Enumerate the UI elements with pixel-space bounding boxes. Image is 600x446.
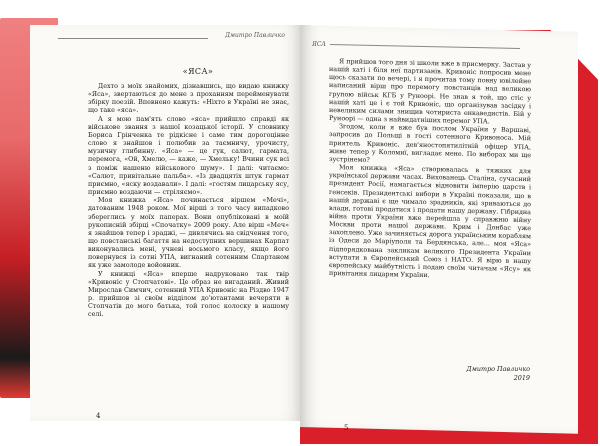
chapter-title: «ЯСА» <box>182 67 214 76</box>
page-number-left: 4 <box>96 412 101 420</box>
paragraph: У книжці «Яса» вперше надруковано так твір «Кривоніс у Стопчатові». Це образ не вигаданий. Живий Мирослав Симчич, сотенний УПА Кривоніс на Різдво 1947 р. прийшов зі своїм відділом до'ютантами вечеряти в Стопчатів до мого батька, той голос колоску в нашому селі. <box>88 269 289 319</box>
paragraph: А я мою пам'ять слово «яса» прийшло справді як військове звання з нашої козацької історії. У словнику Бориса Грінченка те рідкісне і саме тим дорогоцінне слово я знайшов і полюбив за таємничу, урочисту, музичну глибинну. «Яса» — це гук, салют, гармата, перемога, «Ой, Хмелю, — каже, — Хмельку! Вчини сук всі з поміж нашеню військового шуму». І далі: читаємо: «Салют, привітальне пальба». «Із двадцятіх штук гармат приємно, «яску воздавали». І далі: «гостям лицарську ясу, приємно воздаючи — стріляємо». <box>88 114 289 197</box>
paragraph: Згодом, коли я вже був послом України у Варшаві, запросив до Польщі в гості сотенного Кривоноса. Мій приятель Кривоніс, дев'яностопятилітній офіцер УПА, живе тепер у Коломиї, вигладає мене. По виборах ми ще зустрінемо? <box>329 122 531 164</box>
paragraph: Моя книжка «Яса» створювалась в тяжких для української держави часах. Вихованець Сталіна, сучасний президент Росії, намагається відновити імперію царств і генсеків. Президентські вибори в Україні показали, що в нашій державі є ще чимало зрадників, які зриваються до влади, готові продатися і продати нашу державу. Гібридна війна проти України вже перейшла у справжню війну Москви проти нашої держави. Крим і Донбас уже захоплено. Уже зачиняється дорога українським кораблям із Одеси до Маріуполя та Бердянська, але... моя «Яса» підпорядкована закликам великого Президента України вступати в Європейський Союз і НАТО. Я вірю в нашу європейську майбутність і подаю своїм читачам «Ясу» як привітання лицарям України. <box>329 163 531 280</box>
paragraph: Моя книжка «Яса» починається віршем «Мечі», датованим 1948 роком. Мої вірші з того часу випадково збереглись у моїх паперах. Вони опубліковані в моїй рукописній збірці «Спочатку» 2009 року. Але вірш «Меч» я знайшов тепер і зраджі, — дивлячись на свідчення того, що повстанські багаття на недоступних вершинах Карпат виконувались мені, учневі восьмого класу, якщо його повернувся із сотні УПА, вигнаний сотенним Спартаном як уже замолоде войовник. <box>88 196 289 270</box>
signature-year: 2019 <box>513 374 530 382</box>
signature-author: Дмитро Павличко <box>466 365 530 373</box>
left-page-text <box>88 82 289 319</box>
running-head-author: Дмитро Павличко <box>225 32 285 39</box>
page-number-right: 5 <box>344 424 349 432</box>
running-head-title: ЯСА <box>312 41 326 48</box>
paragraph: Я прийшов того дня зі школи вже в присмерку. Застав у нашій хаті і біля неї партизанів. Кривоніс попросив мене щось сказати по вечері, і я прочитав тому повну ювілейне написаний вірш про перемогу повстанців над великою групою військ КГБ у Руноорі. Не знав я той, що стіс у нашій хаті це і є той Кривоніс, що організував засідку і невеликим силами знищив чотириста енкаведистів. Бій у Руноорі — одна з найвидатніших перемог УПА. <box>329 57 531 126</box>
signature-block <box>400 365 530 383</box>
header-rule-left <box>58 38 208 39</box>
right-page-text <box>329 57 531 281</box>
paragraph: Дехто з моїх знайомих, дізнавшись, що видаю книжку «Яса», звертаються до мене з проханням перейменувати збірку поезій. Впевнено кажуть: «Ніхто в Україні не знає, що таке «яса». <box>88 82 289 115</box>
